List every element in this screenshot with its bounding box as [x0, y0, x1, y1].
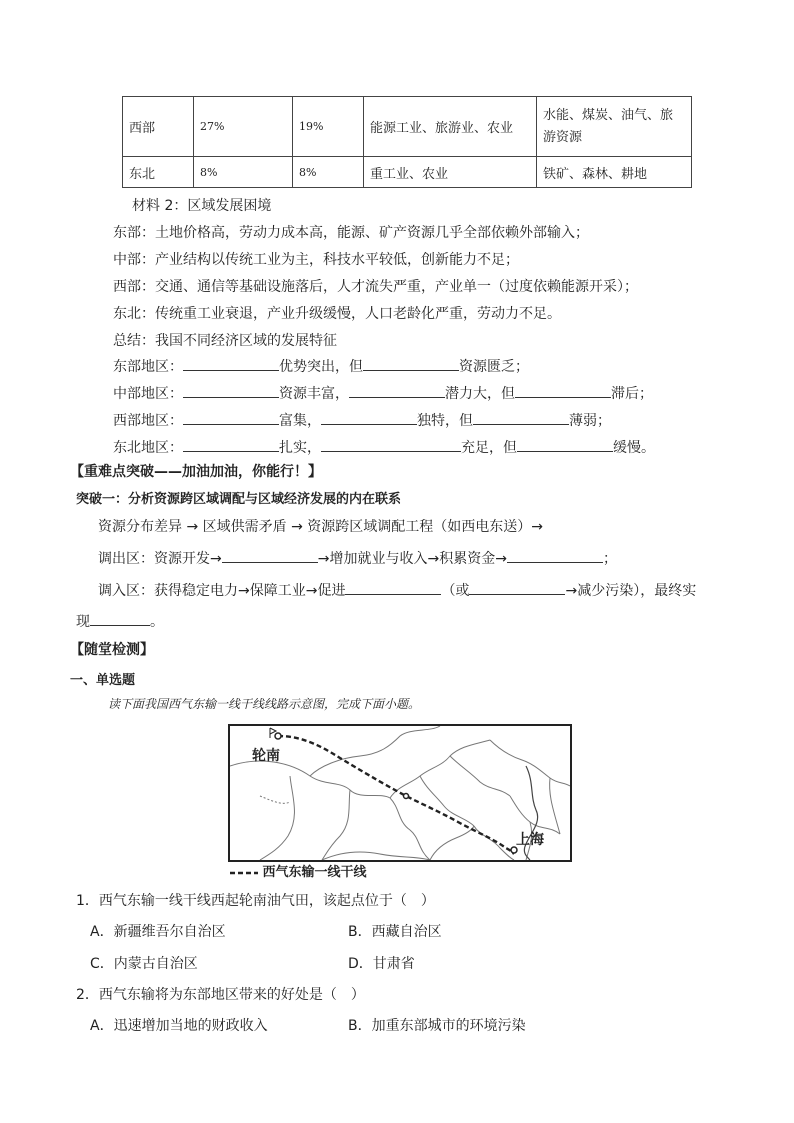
cell-resources-line1: 水能、煤炭、油气、旅 [543, 107, 674, 123]
fill-west [113, 410, 611, 431]
fill-label: 东部地区： [113, 359, 183, 375]
answer-blank[interactable] [515, 383, 611, 398]
material2-east: 东部：土地价格高，劳动力成本高，能源、矿产资源几乎全部依赖外部输入； [113, 225, 589, 241]
pipeline-line [278, 736, 514, 854]
material2-central: 中部：产业结构以传统工业为主，科技水平较低，创新能力不足； [113, 252, 519, 268]
fill-northeast [113, 437, 655, 458]
answer-blank[interactable] [183, 410, 279, 425]
answer-blank[interactable] [345, 580, 441, 595]
import-text: →减少污染），最终实 [565, 583, 697, 599]
import-text: 调入区：获得稳定电力→保障工业→促进 [98, 583, 346, 599]
answer-blank[interactable] [363, 356, 459, 371]
export-text: ； [602, 551, 617, 567]
q1-option-b[interactable]: B．西藏自治区 [348, 924, 442, 940]
fill-text: 薄弱； [569, 413, 611, 429]
fill-east [113, 356, 529, 377]
fill-text: 潜力大，但 [445, 386, 515, 402]
fill-label: 西部地区： [113, 413, 183, 429]
answer-blank[interactable] [469, 580, 565, 595]
import-region-line [98, 580, 696, 601]
fill-text: 扎实， [279, 440, 321, 456]
legend-label: 西气东输一线干线 [262, 865, 367, 880]
quiz-section: 一、单选题 [70, 673, 136, 688]
dashed-line-icon [230, 868, 258, 878]
label-shanghai: 上海 [516, 832, 544, 848]
pipeline-map [228, 724, 572, 862]
cell-resources-line2: 游资源 [543, 129, 583, 145]
fill-text: 充足，但 [461, 440, 517, 456]
answer-blank[interactable] [473, 410, 569, 425]
breakthrough-heading: 【重难点突破——加油加油，你能行！】 [70, 464, 322, 480]
q1-option-c[interactable]: C．内蒙古自治区 [90, 956, 198, 972]
answer-blank[interactable] [321, 410, 417, 425]
material2-west: 西部：交通、通信等基础设施落后，人才流失严重，产业单一（过度依赖能源开采）； [113, 279, 638, 295]
answer-blank[interactable] [90, 611, 150, 626]
fill-central [113, 383, 653, 404]
resource-table [122, 96, 692, 188]
cell-percent-1: 8% [194, 157, 293, 188]
export-region-line [98, 548, 617, 569]
table-row [123, 157, 692, 188]
quiz-intro: 读下面我国西气东输一线干线线路示意图，完成下面小题。 [108, 697, 421, 711]
mid-point-marker [404, 794, 409, 799]
fill-text: 资源丰富， [279, 386, 349, 402]
answer-blank[interactable] [183, 356, 279, 371]
import-text: （或 [441, 583, 470, 599]
answer-blank[interactable] [183, 437, 279, 452]
cell-region: 东北 [123, 157, 194, 188]
map-svg [230, 726, 570, 860]
q2-option-a[interactable]: A．迅速增加当地的财政收入 [90, 1018, 268, 1034]
material2-summary: 总结：我国不同经济区域的发展特征 [113, 333, 337, 349]
breakthrough-subheading: 突破一：分析资源跨区域调配与区域经济发展的内在联系 [76, 492, 402, 507]
quiz-heading: 【随堂检测】 [70, 642, 154, 658]
q2-stem: 2．西气东输将为东部地区带来的好处是（ ） [76, 987, 365, 1003]
cell-industry: 能源工业、旅游业、农业 [364, 97, 537, 157]
material2-northeast: 东北：传统重工业衰退，产业升级缓慢，人口老龄化严重，劳动力不足。 [113, 306, 561, 322]
q1-stem: 1．西气东输一线干线西起轮南油气田，该起点位于（ ） [76, 893, 435, 909]
answer-blank[interactable] [183, 383, 279, 398]
q1-option-a[interactable]: A．新疆维吾尔自治区 [90, 924, 226, 940]
cell-percent-2: 19% [293, 97, 364, 157]
fill-text: 优势突出，但 [279, 359, 363, 375]
cell-resources [537, 97, 692, 157]
start-point-marker [275, 733, 281, 739]
export-text: 调出区：资源开发→ [98, 551, 222, 567]
answer-blank[interactable] [222, 548, 318, 563]
material2-title: 材料 2：区域发展困境 [132, 198, 272, 214]
fill-text: 缓慢。 [613, 440, 655, 456]
fill-label: 中部地区： [113, 386, 183, 402]
cell-percent-2: 8% [293, 157, 364, 188]
fill-text: 独特，但 [417, 413, 473, 429]
fill-text: 滞后； [611, 386, 653, 402]
import-text: 现 [76, 614, 90, 630]
answer-blank[interactable] [349, 383, 445, 398]
cell-resources: 铁矿、森林、耕地 [537, 157, 692, 188]
cell-industry: 重工业、农业 [364, 157, 537, 188]
cell-percent-1: 27% [194, 97, 293, 157]
answer-blank[interactable] [517, 437, 613, 452]
map-legend [230, 861, 367, 880]
import-text: 。 [150, 614, 164, 630]
table-row [123, 97, 692, 157]
label-lunnan: 轮南 [252, 748, 280, 764]
import-region-line-cont [76, 611, 164, 632]
answer-blank[interactable] [321, 437, 461, 452]
breakthrough-chain: 资源分布差异 → 区域供需矛盾 → 资源跨区域调配工程（如西电东送）→ [98, 519, 543, 535]
fill-text: 资源匮乏； [459, 359, 529, 375]
q2-option-b[interactable]: B．加重东部城市的环境污染 [348, 1018, 526, 1034]
export-text: →增加就业与收入→积累资金→ [317, 551, 507, 567]
cell-region: 西部 [123, 97, 194, 157]
answer-blank[interactable] [507, 548, 603, 563]
fill-label: 东北地区： [113, 440, 183, 456]
q1-option-d[interactable]: D．甘肃省 [348, 956, 415, 972]
fill-text: 富集， [279, 413, 321, 429]
